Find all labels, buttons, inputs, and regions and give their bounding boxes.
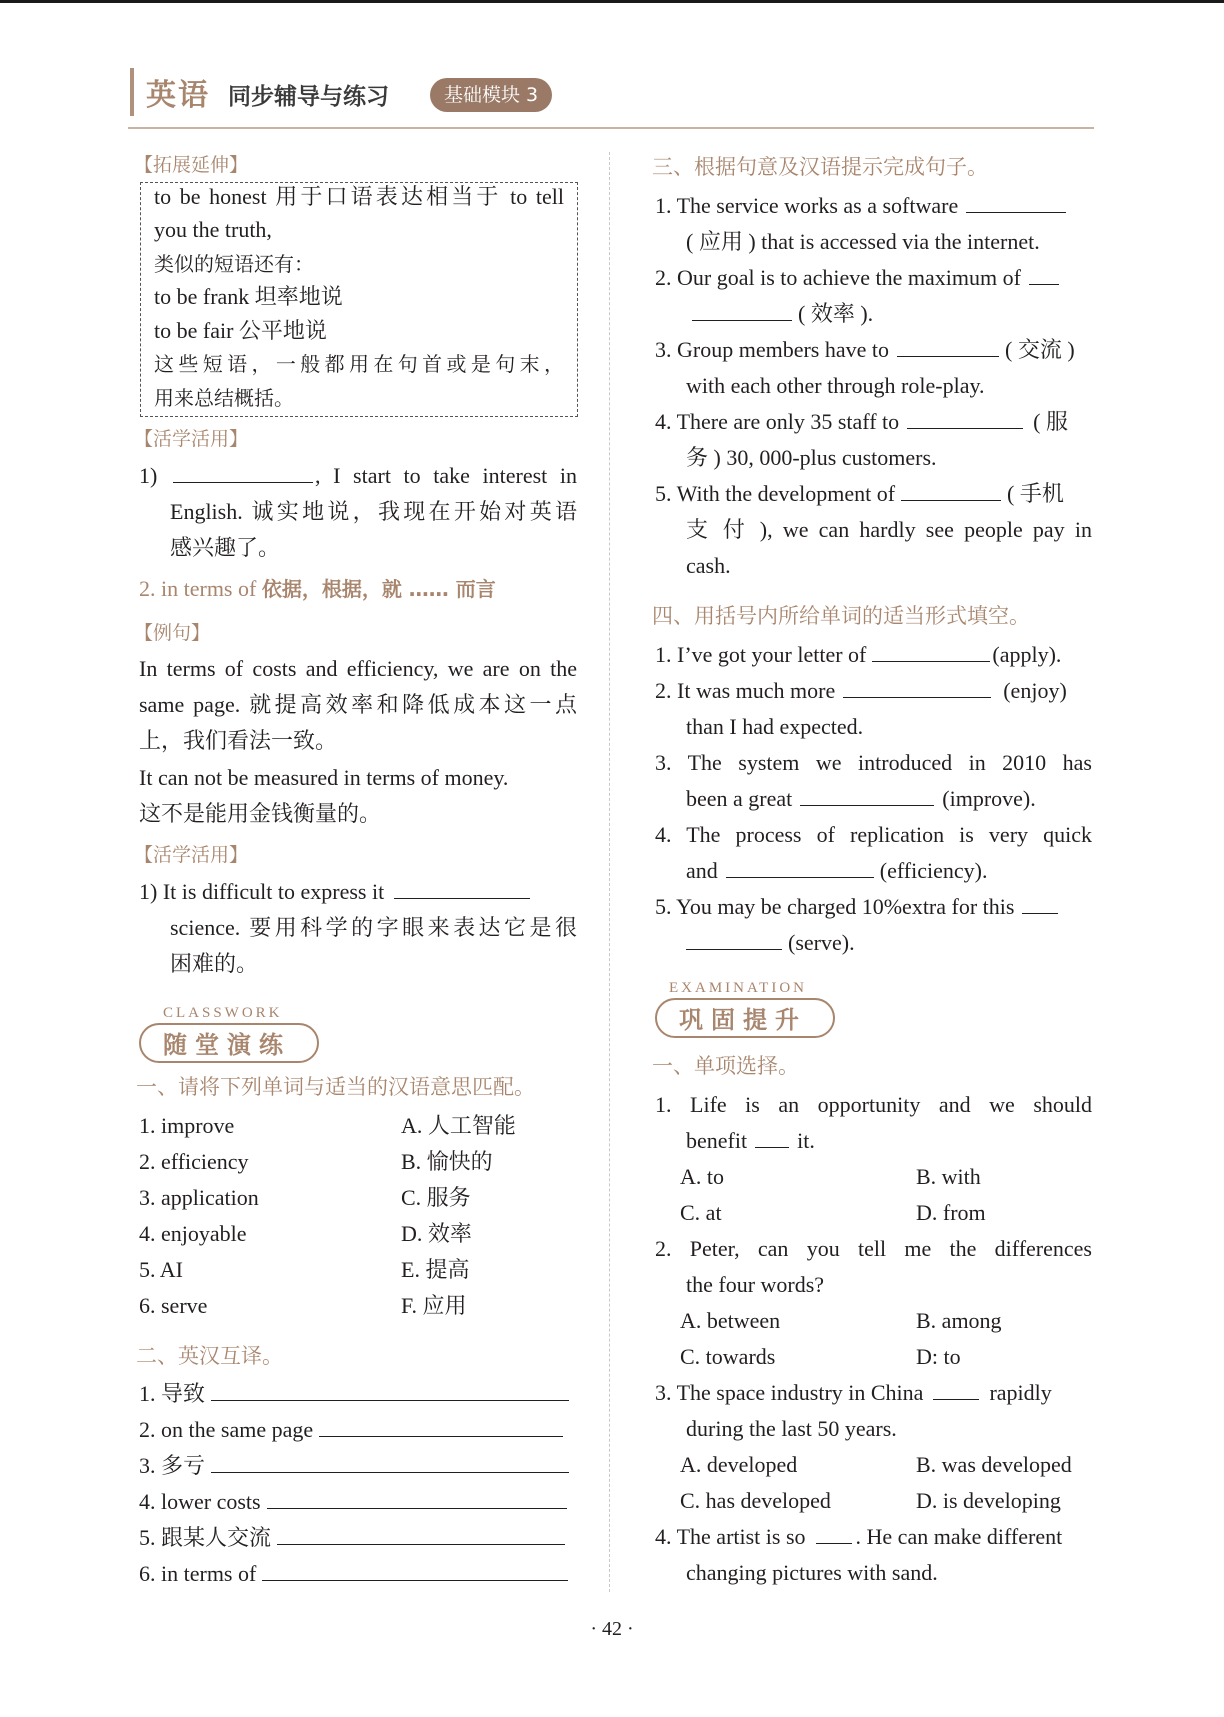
hint-text: ( 交流 ) bbox=[1005, 337, 1075, 362]
sentence-text: 4. There are only 35 staff to bbox=[655, 409, 900, 434]
option[interactable]: B. with bbox=[916, 1164, 981, 1189]
answer-blank[interactable] bbox=[897, 336, 999, 357]
match-word: 5. AI bbox=[139, 1257, 183, 1282]
key-point-heading bbox=[139, 574, 496, 604]
examination-label-cn: 巩固提升 bbox=[679, 1006, 807, 1034]
question-text: 4. The artist is so bbox=[655, 1524, 806, 1549]
fill-text: 5. You may be charged 10%extra for this bbox=[655, 894, 1015, 919]
sentence-line: 支 付 ), we can hardly see people pay in bbox=[686, 517, 1092, 542]
example-heading: 【例句】 bbox=[134, 622, 211, 644]
answer-blank[interactable] bbox=[319, 1416, 563, 1437]
top-border bbox=[0, 0, 1224, 3]
translate-prompt: 3. 多亏 bbox=[139, 1453, 206, 1478]
fill-line bbox=[655, 640, 1061, 670]
match-meaning: B. 愉快的 bbox=[401, 1149, 493, 1174]
practice-line: 感兴趣了。 bbox=[170, 535, 281, 560]
fill-text: and bbox=[686, 858, 718, 883]
hint-text: ( 手机 bbox=[1007, 481, 1064, 506]
question-line bbox=[686, 1126, 815, 1156]
extension-heading: 【拓展延伸】 bbox=[134, 154, 249, 176]
match-word: 4. enjoyable bbox=[139, 1221, 247, 1246]
translate-item bbox=[139, 1415, 563, 1445]
fill-line bbox=[686, 928, 855, 958]
extension-line: 用来总结概括。 bbox=[154, 386, 294, 410]
answer-blank[interactable] bbox=[816, 1523, 852, 1544]
translate-prompt: 1. 导致 bbox=[139, 1381, 206, 1406]
subject-title: 英语 bbox=[146, 78, 210, 113]
option[interactable]: A. developed bbox=[680, 1452, 798, 1477]
option[interactable]: D. from bbox=[916, 1200, 986, 1225]
question-line: 2. Peter, can you tell me the differences bbox=[655, 1236, 1092, 1261]
answer-blank[interactable] bbox=[966, 192, 1066, 213]
practice-line: 困难的。 bbox=[170, 951, 259, 976]
extension-line: 这些短语，一般都用在句首或是句末， bbox=[154, 352, 564, 376]
fill-line: 3. The system we introduced in 2010 has bbox=[655, 750, 1092, 775]
practice-heading: 【活学活用】 bbox=[134, 844, 249, 866]
fill-text: 2. It was much more bbox=[655, 678, 836, 703]
fill-line bbox=[655, 676, 1067, 706]
fill-line bbox=[686, 784, 1036, 814]
option[interactable]: A. to bbox=[680, 1164, 724, 1189]
answer-blank[interactable] bbox=[267, 1488, 567, 1509]
question-text: it. bbox=[797, 1128, 815, 1153]
section-title: 三、根据句意及汉语提示完成句子。 bbox=[652, 155, 988, 179]
match-meaning: D. 效率 bbox=[401, 1221, 472, 1246]
answer-blank[interactable] bbox=[262, 1560, 568, 1581]
hint-text: (apply). bbox=[992, 642, 1062, 667]
example-line: same page. 就提高效率和降低成本这一点 bbox=[139, 692, 577, 717]
answer-blank[interactable] bbox=[1029, 264, 1059, 285]
question-text: 3. The space industry in China bbox=[655, 1380, 924, 1405]
answer-blank[interactable] bbox=[933, 1379, 979, 1400]
sentence-line: cash. bbox=[686, 553, 731, 578]
example-line: It can not be measured in terms of money. bbox=[139, 765, 509, 790]
sentence-text: 3. Group members have to bbox=[655, 337, 889, 362]
question-line bbox=[655, 1378, 1052, 1408]
extension-line: you the truth, bbox=[154, 217, 272, 242]
match-word: 2. efficiency bbox=[139, 1149, 249, 1174]
example-line: In terms of costs and efficiency, we are on the bbox=[139, 656, 577, 681]
translate-item bbox=[139, 1523, 565, 1553]
option[interactable]: D: to bbox=[916, 1344, 961, 1369]
translate-item bbox=[139, 1379, 569, 1409]
sentence-line bbox=[692, 299, 873, 329]
extension-line: 类似的短语还有： bbox=[154, 252, 314, 276]
practice-line bbox=[139, 877, 530, 907]
question-line: changing pictures with sand. bbox=[686, 1560, 938, 1585]
sentence-line: 务 ) 30, 000-plus customers. bbox=[686, 445, 937, 470]
option[interactable]: A. between bbox=[680, 1308, 781, 1333]
sentence-line bbox=[655, 479, 1064, 509]
classwork-label-cn: 随堂演练 bbox=[163, 1031, 291, 1059]
header-accent-bar bbox=[130, 68, 134, 116]
sentence-line bbox=[655, 191, 1066, 221]
practice-line bbox=[139, 461, 313, 491]
option[interactable]: C. towards bbox=[680, 1344, 776, 1369]
practice-line: , I start to take interest in bbox=[315, 463, 577, 488]
header-rule bbox=[128, 127, 1094, 129]
fill-text: been a great bbox=[686, 786, 793, 811]
section-title: 一、请将下列单词与适当的汉语意思匹配。 bbox=[136, 1075, 535, 1099]
translate-prompt: 2. on the same page bbox=[139, 1417, 314, 1442]
match-meaning: F. 应用 bbox=[401, 1293, 467, 1318]
page-number: · 42 · bbox=[590, 1618, 634, 1640]
section-title: 二、英汉互译。 bbox=[136, 1344, 283, 1368]
module-badge: 基础模块 3 bbox=[430, 78, 552, 112]
option[interactable]: C. has developed bbox=[680, 1488, 831, 1513]
practice-text: 1) It is difficult to express it bbox=[139, 879, 385, 904]
question-text: benefit bbox=[686, 1128, 748, 1153]
question-line: 1. Life is an opportunity and we should bbox=[655, 1092, 1092, 1117]
answer-blank[interactable] bbox=[211, 1380, 569, 1401]
extension-line: to be honest 用于口语表达相当于 to tell bbox=[154, 184, 564, 209]
classwork-badge bbox=[139, 1005, 319, 1061]
example-line: 上，我们看法一致。 bbox=[139, 728, 338, 753]
item-number: 1) bbox=[139, 463, 158, 488]
option[interactable]: B. among bbox=[916, 1308, 1002, 1333]
page-header bbox=[128, 66, 1094, 124]
question-line bbox=[655, 1522, 1062, 1552]
answer-blank[interactable] bbox=[872, 641, 990, 662]
answer-blank[interactable] bbox=[907, 408, 1023, 429]
answer-blank[interactable] bbox=[901, 480, 1001, 501]
sentence-text: 1. The service works as a software bbox=[655, 193, 959, 218]
translate-prompt: 6. in terms of bbox=[139, 1561, 257, 1586]
question-text: rapidly bbox=[989, 1380, 1052, 1405]
answer-blank[interactable] bbox=[686, 929, 782, 950]
hint-text: (efficiency). bbox=[879, 858, 988, 883]
section-title: 四、用括号内所给单词的适当形式填空。 bbox=[652, 604, 1030, 628]
answer-blank[interactable] bbox=[843, 677, 991, 698]
fill-line bbox=[655, 892, 1058, 922]
column-divider bbox=[609, 152, 610, 1592]
hint-text: ( 服 bbox=[1033, 409, 1068, 434]
practice-heading: 【活学活用】 bbox=[134, 428, 249, 450]
key-point-meaning: 依据，根据，就 …… 而言 bbox=[261, 577, 496, 601]
sentence-line: with each other through role-play. bbox=[686, 373, 985, 398]
question-line: the four words? bbox=[686, 1272, 825, 1297]
section-title: 一、单项选择。 bbox=[652, 1054, 799, 1078]
sentence-line bbox=[655, 335, 1075, 365]
match-word: 6. serve bbox=[139, 1293, 208, 1318]
option[interactable]: B. was developed bbox=[916, 1452, 1072, 1477]
fill-line: than I had expected. bbox=[686, 714, 864, 739]
extension-line: to be fair 公平地说 bbox=[154, 318, 327, 343]
translate-prompt: 5. 跟某人交流 bbox=[139, 1525, 272, 1550]
sentence-line bbox=[655, 407, 1068, 437]
answer-blank[interactable] bbox=[173, 462, 313, 483]
translate-item bbox=[139, 1487, 567, 1517]
answer-blank[interactable] bbox=[726, 857, 874, 878]
sentence-line bbox=[655, 263, 1059, 293]
book-title: 同步辅导与练习 bbox=[228, 84, 389, 110]
option[interactable]: D. is developing bbox=[916, 1488, 1061, 1513]
answer-blank[interactable] bbox=[755, 1127, 789, 1148]
fill-text: 1. I’ve got your letter of bbox=[655, 642, 867, 667]
sentence-text: 5. With the development of bbox=[655, 481, 896, 506]
match-meaning: C. 服务 bbox=[401, 1185, 471, 1210]
option[interactable]: C. at bbox=[680, 1200, 722, 1225]
hint-text: (serve). bbox=[788, 930, 855, 955]
fill-line bbox=[686, 856, 987, 886]
key-point-phrase: 2. in terms of bbox=[139, 576, 262, 601]
answer-blank[interactable] bbox=[692, 300, 792, 321]
match-word: 1. improve bbox=[139, 1113, 235, 1138]
translate-item bbox=[139, 1451, 569, 1481]
question-line: during the last 50 years. bbox=[686, 1416, 897, 1441]
translate-prompt: 4. lower costs bbox=[139, 1489, 261, 1514]
sentence-text: 2. Our goal is to achieve the maximum of bbox=[655, 265, 1021, 290]
question-text: . He can make different bbox=[855, 1524, 1063, 1549]
examination-badge bbox=[655, 980, 835, 1036]
extension-line: to be frank 坦率地说 bbox=[154, 284, 343, 309]
sentence-line: ( 应用 ) that is accessed via the internet. bbox=[686, 229, 1040, 254]
fill-line: 4. The process of replication is very quick bbox=[655, 822, 1092, 847]
hint-text: (improve). bbox=[942, 786, 1036, 811]
match-meaning: E. 提高 bbox=[401, 1257, 470, 1282]
practice-line: science. 要用科学的字眼来表达它是很 bbox=[170, 915, 577, 940]
hint-text: (enjoy) bbox=[1003, 678, 1067, 703]
sentence-text: ( 效率 ). bbox=[798, 301, 874, 326]
answer-blank[interactable] bbox=[800, 785, 934, 806]
match-meaning: A. 人工智能 bbox=[401, 1113, 516, 1138]
answer-blank[interactable] bbox=[1022, 893, 1058, 914]
examination-label-en: EXAMINATION bbox=[669, 980, 807, 996]
classwork-label-en: CLASSWORK bbox=[163, 1005, 283, 1021]
match-word: 3. application bbox=[139, 1185, 259, 1210]
translate-item bbox=[139, 1559, 568, 1589]
practice-line: English. 诚实地说，我现在开始对英语 bbox=[170, 499, 577, 524]
answer-blank[interactable] bbox=[211, 1452, 569, 1473]
example-line: 这不是能用金钱衡量的。 bbox=[139, 801, 382, 826]
answer-blank[interactable] bbox=[277, 1524, 565, 1545]
answer-blank[interactable] bbox=[394, 878, 530, 899]
